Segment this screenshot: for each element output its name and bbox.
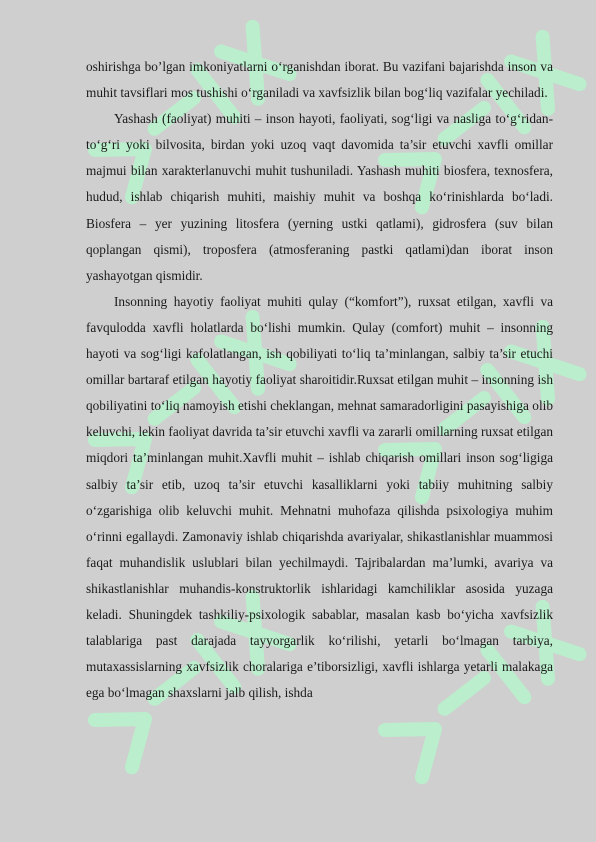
paragraph-1: oshirishga bo’lgan imkoniyatlarni o‘rganishdan iborat. Bu vazifani bajarishda inson va muhit tavsiflari mos tushishi o‘rganiladi va xavfsizlik bilan bog‘liq vazifalar yechiladi. <box>86 59 553 101</box>
paragraph-2: Yashash (faoliyat) muhiti – inson hayoti, faoliyati, sog‘ligi va nasliga to‘g‘ridan-to‘g‘ri yoki bilvosita, birdan yoki uzoq vaqt davomida ta’sir etuvchi xavfli omillar majmui bilan xarakterlanuvchi muhit tushuniladi. Yashash muhiti biosfera, texnosfera, hudud, ishlab chiqarish muhiti, maishiy muhit va boshqa ko‘rinishlarda bo‘ladi. Biosfera – yer yuzining litosfera (yerning ustki qatlami), gidrosfera (suv bilan qoplangan qismi), troposfera (atmosferaning pastki qatlami)dan iborat inson yashayotgan qismidir. <box>86 111 553 283</box>
document-body <box>86 54 553 706</box>
paragraph-3: Insonning hayotiy faoliyat muhiti qulay (“komfort”), ruxsat etilgan, xavfli va favqulodda xavfli holatlarda bo‘lishi mumkin. Qulay (comfort) muhit – insonning hayoti va sog‘ligi kafolatlangan, ish qobiliyati to‘liq ta’minlangan, salbiy ta’sir etuchi omillar bartaraf etilgan hayotiy faoliyat sharoitidir.Ruxsat etilgan muhit – insonning ish qobiliyatini to‘liq namoyish etishi cheklangan, mehnat samaradorligini pasayishiga olib keluvchi, lekin faoliyat davrida ta’sir etuvchi xavfli va zararli omillarning ruxsat etilgan miqdori ta’minlangan muhit.Xavfli muhit – ishlab chiqarish omillari inson sog‘ligiga salbiy ta’sir etib, uzoq ta’sir etuvchi kasalliklarni yoki tabiiy muhitning salbiy o‘zgarishiga olib keluvchi muhit. Mehnatni muhofaza qilishda psixologiya muhim o‘rinni egallaydi. Zamonaviy ishlab chiqarishda avariyalar, shikastlanishlar muammosi faqat muhandislik uslublari bilan yechilmaydi. Tajribalardan ma’lumki, avariya va shikastlanishlar muhandis-konstruktorlik ishlaridagi kamchiliklar asosida yuzaga keladi. Shuningdek tashkiliy-psixologik sabablar, masalan kasb bo‘yicha xavfsizlik talablariga past darajada tayyorgarlik ko‘rilishi, yetarli bo‘lmagan tarbiya, mutaxassislarning xavfsizlik choralariga e’tiborsizligi, xavfli ishlarga yetarli malakaga ega bo‘lmagan shaxslarni jalb qilish, ishda <box>86 293 553 701</box>
